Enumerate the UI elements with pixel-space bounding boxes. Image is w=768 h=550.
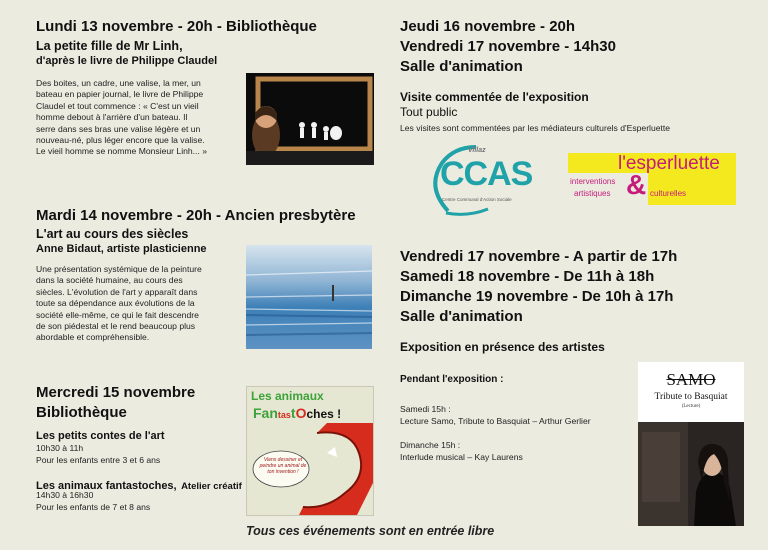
date1-line1: Jeudi 16 novembre - 20h (400, 18, 576, 35)
event1-line: Le vieil homme se nomme Monsieur Linh... » (36, 146, 207, 157)
event2-line: société elle-même, ce qui le fait descendre (36, 309, 199, 320)
event1-subtitle2: d'après le livre de Philippe Claudel (36, 55, 218, 67)
item1-time: 10h30 à 11h (36, 443, 84, 453)
event1-description (36, 78, 241, 158)
esperluette-sub1: interventions (570, 177, 616, 186)
item1-title: Les petits contes de l'art (36, 430, 165, 442)
poster-line1: Les animaux (251, 389, 324, 403)
visit-note: Les visites sont commentées par les médiateurs culturels d'Esperluette (400, 123, 671, 133)
samo-small: (Lecture) (681, 404, 701, 409)
visit-public: Tout public (400, 105, 458, 119)
event1-line: homme debout à l'arrière d'un bateau. Il (36, 112, 188, 123)
ccas-main-text (440, 155, 532, 194)
esperluette-ampersand: & (626, 169, 647, 200)
samo-poster (638, 362, 744, 526)
item2-suffix: Atelier créatif (181, 481, 242, 492)
event3-title-place: Bibliothèque (36, 404, 127, 421)
event2-line: de son piédestal et le rend beaucoup plus (36, 321, 196, 332)
ccas-logo (428, 143, 536, 217)
sunday-text: Interlude musical – Kay Laurens (400, 452, 523, 462)
event1-line: Des boites, un cadre, une valise, la mer, un (36, 78, 201, 88)
event2-line: siècles. L'évolution de l'art y apparaît dans (36, 286, 198, 297)
ccas-top-text: Villaz (468, 147, 486, 154)
ccas-sub-text: Centre Communal d'Action Sociale (442, 197, 512, 202)
animaux-poster (246, 386, 374, 516)
date2-line1: Vendredi 17 novembre - A partir de 17h (400, 248, 678, 265)
poster-tas: tas (277, 410, 291, 420)
seascape-painting (246, 245, 372, 349)
samo-subtitle: Tribute to Basquiat (654, 392, 728, 402)
ccas-main: CCAS (440, 155, 533, 193)
event1-line: serre dans ses bras une valise légère et un (36, 123, 201, 134)
expo-title: Exposition en présence des artistes (400, 340, 605, 354)
event2-subtitle2: Anne Bidaut, artiste plasticienne (36, 243, 207, 255)
item2-time: 14h30 à 16h30 (36, 490, 94, 500)
item2-title: Les animaux fantastoches, (36, 480, 177, 492)
pianist-photo-icon (638, 422, 744, 526)
event1-title: Lundi 13 novembre - 20h - Bibliothèque (36, 18, 317, 35)
date2-line2: Samedi 18 novembre - De 11h à 18h (400, 268, 655, 285)
event2-line: abordable et compréhensible. (36, 332, 150, 343)
during-expo: Pendant l'exposition : (400, 374, 504, 385)
footer-note: Tous ces événements sont en entrée libre (246, 524, 495, 538)
esperluette-title: l'esperluette (618, 153, 720, 174)
event2-line: dans la société humaine, au cours des (36, 275, 183, 286)
seascape-icon (246, 245, 372, 349)
esperluette-logo (568, 153, 736, 205)
event3-title-date: Mercredi 15 novembre (36, 384, 196, 401)
poster-line2 (253, 405, 341, 423)
event2-title: Mardi 14 novembre - 20h - Ancien presbytère (36, 207, 356, 224)
samo-title: SAMO (666, 370, 716, 389)
poster-o: O (295, 405, 307, 421)
event1-line: bateau en papier journal, le livre de Philippe (36, 89, 204, 100)
poster-bubble-text: Viens dessiner et peindre un animal de ton invention ! (259, 457, 307, 475)
date2-line3: Dimanche 19 novembre - De 10h à 17h (400, 288, 674, 305)
item1-audience: Pour les enfants entre 3 et 6 ans (36, 455, 161, 465)
esperluette-sub2: artistiques (574, 189, 611, 198)
event1-subtitle: La petite fille de Mr Linh, (36, 39, 183, 53)
event2-line: toute sa dépendance aux évolutions de la (36, 298, 195, 309)
event2-description (36, 264, 241, 344)
date1-line2: Vendredi 17 novembre - 14h30 (400, 38, 616, 55)
theatre-scene-icon (246, 73, 374, 165)
date2-line4: Salle d'animation (400, 308, 523, 325)
theatre-photo (246, 73, 374, 165)
saturday-label: Samedi 15h : (400, 404, 451, 414)
item2-audience: Pour les enfants de 7 et 8 ans (36, 502, 151, 512)
poster-t: t (290, 405, 296, 421)
poster-fan: Fan (253, 405, 278, 421)
poster-ches: ches ! (306, 407, 342, 421)
saturday-text: Lecture Samo, Tribute to Basquiat – Arthur Gerlier (400, 416, 591, 426)
visit-title: Visite commentée de l'exposition (400, 90, 589, 104)
event2-subtitle: L'art au cours des siècles (36, 227, 189, 241)
date1-line3: Salle d'animation (400, 58, 523, 75)
esperluette-sub3: culturelles (650, 189, 687, 198)
sunday-label: Dimanche 15h : (400, 440, 461, 450)
event1-line: nouveau-né, plus léger encore que la valise. (36, 135, 205, 146)
event1-line: Claudel et tout commence : « C'est un vieil (36, 100, 199, 111)
event2-line: Une présentation systémique de la peinture (36, 264, 202, 274)
